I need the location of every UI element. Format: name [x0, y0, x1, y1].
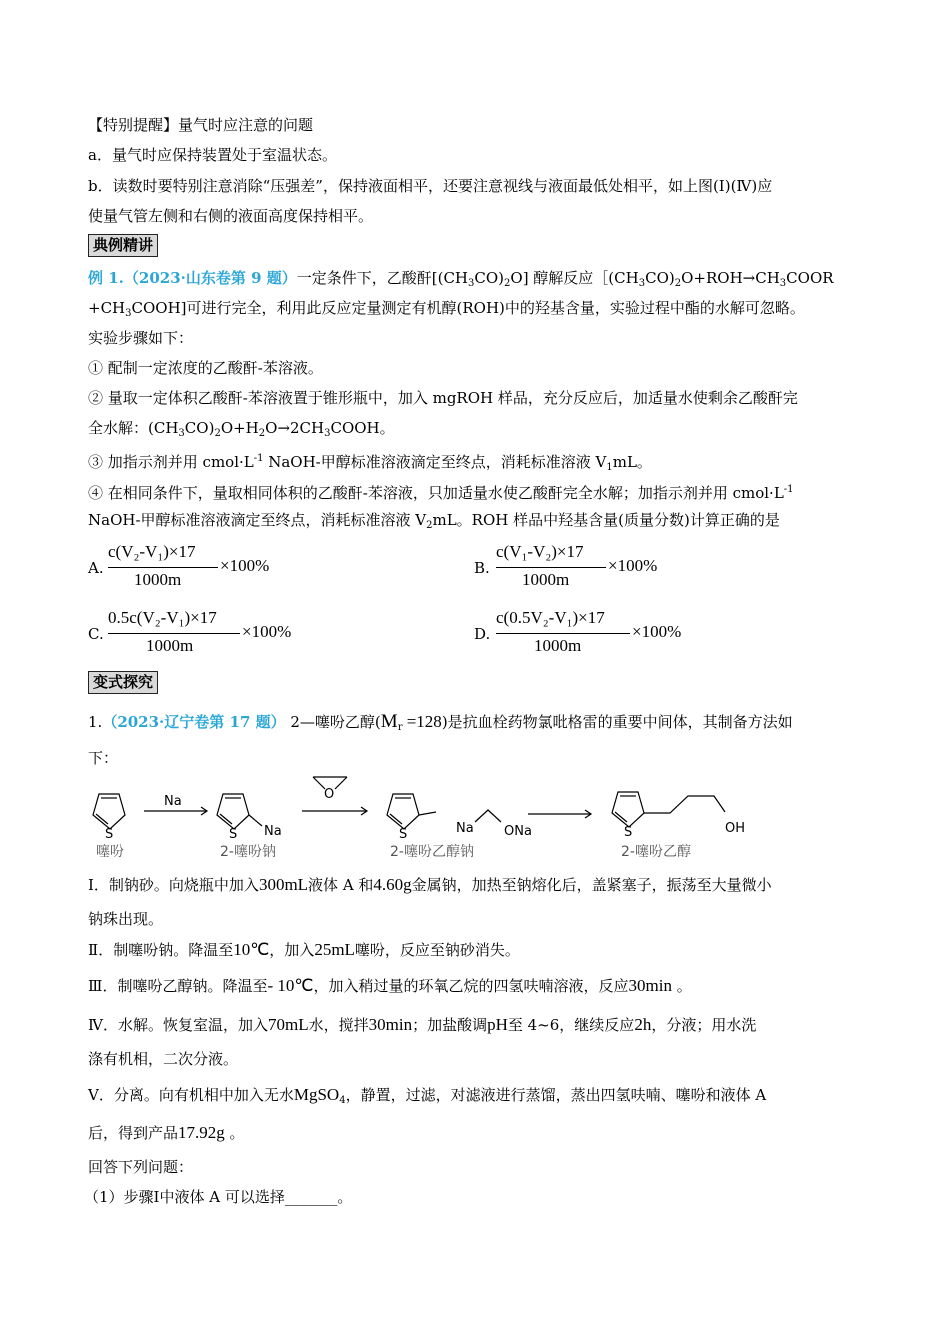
example-line2: $+CH_3COOH$]可进行完全，利用此反应定量测定有机醇(ROH)中的羟基含量，实验过程中酯的水解可忽略。: [88, 299, 805, 319]
na-label-1: Na: [264, 824, 282, 839]
tip-b-line2: 使量气管左侧和右侧的液面高度保持相平。: [88, 207, 374, 225]
s-atom-3: S: [399, 827, 408, 842]
s-atom-1: S: [105, 827, 114, 842]
reagent-na: Na: [164, 794, 182, 809]
question1-line2: 下：: [88, 749, 119, 767]
example-line1: 例 1.（2023·山东卷第 9 题）一定条件下，乙酸酐$[(CH_3CO)_2O]$ 醇解反应$[(CH_3CO)_2O+ROH\to CH_3COOR$: [88, 269, 834, 289]
procedure-step-3: Ⅲ．制噻吩乙醇钠。降温至- 10℃，加入稍过量的环氧乙烷的四氢呋喃溶液，反应30min 。: [88, 976, 692, 995]
example-label: 例 1.（2023·山东卷第 9 题）: [88, 269, 297, 287]
name-thiophene: 噻吩: [96, 844, 124, 860]
section-heading-variants: 变式探究: [88, 671, 158, 694]
ona-label: ONa: [504, 824, 532, 839]
procedure-step-1-line2: 钠珠出现。: [88, 910, 164, 928]
document-page: 【特别提醒】量气时应注意的问题 a．量气时应保持装置处于室温状态。 b．读数时要特别注意消除“压强差”，保持液面相平，还要注意视线与液面最低处相平，如上图(I)(Ⅳ)应 使量气管左侧和右侧的液面高度保持相平。 典例精讲 例 1.（2023·山东卷第 9 题）一定条件下，乙酸酐$[(CH_3CO)_2O]$ 醇解反应$[(CH_3CO)_2O+ROH\to CH_3COOR$ $+CH_3COOH$]可进行完全，利用此反应定量测定有机醇(ROH)中的羟基含量，实验过程中酯的水解可忽略。 实验步骤如下： ① 配制一定浓度的乙酸酐-苯溶液。 ② 量取一定体积乙酸酐-苯溶液置于锥形瓶中，加入 mgROH 样品，充分反应后，加适量水使剩余乙酸酐完 全水解：$(CH_3CO)_2O+H_2O\to 2CH_3COOH$。 ③ 加指示剂并用 $cmol\cdot L^{-1}$ NaOH-甲醇标准溶液滴定至终点，消耗标准溶液 $V_1mL$。 ④ 在相同条件下，量取相同体积的乙酸酐-苯溶液，只加适量水使乙酸酐完全水解；加指示剂并用 $cmol\cdot L^{-1}$ NaOH-甲醇标准溶液滴定至终点，消耗标准溶液 $V_2mL$。ROH 样品中羟基含量(质量分数)计算正确的是 A. c(V₂-V₁)×17 1000m ×100% B. c(V₁-V₂)×17 1000m ×100% C. 0.5c(V₂-V₁)×17 1000m ×100% D. c(0.5V₂-V₁)×17 1000m ×100% 变式探究 1.（2023·辽宁卷第 17 题） 2—噻吩乙醇$(M_r =128)$是抗血栓药物氯吡格雷的重要中间体，其制备方法如 下： S Na S Na O S Na ONa S OH 噻吩 2-噻吩钠 2-噻吩乙醇钠 2-噻吩乙醇 Ⅰ．制钠砂。向烧瓶中加入300mL液体 A 和4.60g金属钠，加热至钠熔化后，盖紧塞子，振荡至大量微小 钠珠出现。 Ⅱ．制噻吩钠。降温至10℃，加入25mL噻吩，反应至钠砂消失。 Ⅲ．制噻吩乙醇钠。降温至- 10℃，加入稍过量的环氧乙烷的四氢呋喃溶液，反应30min 。 Ⅳ．水解。恢复室温，加入70mL水，搅拌30min；加盐酸调pH至 4~6，继续反应2h，分液；用水洗 涤有机相，二次分液。 Ⅴ．分离。向有机相中加入无水MgSO$_4$，静置，过滤，对滤液进行蒸馏，蒸出四氢呋喃、噻吩和液体 A 后，得到产品17.92g 。 回答下列问题： （1）步骤Ⅰ中液体 A 可以选择_______。: [0, 0, 950, 1344]
option-a-label[interactable]: A.: [88, 559, 104, 577]
tip-a: a．量气时应保持装置处于室温状态。: [88, 146, 337, 164]
example-line3: 实验步骤如下：: [88, 329, 194, 347]
epoxide-o: O: [324, 787, 335, 802]
s-atom-4: S: [624, 825, 633, 840]
option-d-label[interactable]: D.: [474, 625, 491, 643]
procedure-step-5-line2: 后，得到产品17.92g 。: [88, 1123, 245, 1142]
procedure-step-4-line1: Ⅳ．水解。恢复室温，加入70mL水，搅拌30min；加盐酸调pH至 4~6，继续反应2h，分液；用水洗: [88, 1015, 757, 1034]
thiophene-ethanolate-structure: [387, 794, 501, 829]
thiophene-sodium-structure: [217, 794, 262, 829]
oh-label: OH: [725, 821, 746, 836]
reaction-scheme: [80, 772, 780, 864]
procedure-step-4-line2: 涤有机相，二次分液。: [88, 1050, 239, 1068]
tip-b-line1: b．读数时要特别注意消除“压强差”，保持液面相平，还要注意视线与液面最低处相平，如上图(I)(Ⅳ)应: [88, 177, 773, 195]
step-2-line2: 全水解：$(CH_3CO)_2O+H_2O\to 2CH_3COOH$。: [88, 419, 395, 439]
name-thiophene-ethanol: 2-噻吩乙醇: [621, 844, 691, 860]
thiophene-structure: [93, 794, 125, 829]
subquestion-1[interactable]: （1）步骤Ⅰ中液体 A 可以选择_______。: [84, 1188, 353, 1206]
procedure-step-2: Ⅱ．制噻吩钠。降温至10℃，加入25mL噻吩，反应至钠砂消失。: [88, 940, 520, 959]
step-1: ① 配制一定浓度的乙酸酐-苯溶液。: [88, 359, 323, 377]
question1-line1: 1.（2023·辽宁卷第 17 题） 2—噻吩乙醇$(M_r =128)$是抗血栓药物氯吡格雷的重要中间体，其制备方法如: [88, 711, 793, 733]
procedure-step-1-line1: Ⅰ．制钠砂。向烧瓶中加入300mL液体 A 和4.60g金属钠，加热至钠熔化后，盖紧塞子，振荡至大量微小: [88, 875, 772, 894]
step-2-line1: ② 量取一定体积乙酸酐-苯溶液置于锥形瓶中，加入 mgROH 样品，充分反应后，加适量水使剩余乙酸酐完: [88, 389, 798, 407]
question1-label: （2023·辽宁卷第 17 题）: [102, 713, 286, 731]
questions-intro: 回答下列问题：: [88, 1158, 194, 1176]
option-b-label[interactable]: B.: [474, 559, 490, 577]
procedure-step-5-line1: Ⅴ．分离。向有机相中加入无水MgSO$_4$，静置，过滤，对滤液进行蒸馏，蒸出四氢呋喃、噻吩和液体 A: [88, 1085, 767, 1106]
section-heading-examples: 典例精讲: [88, 234, 158, 257]
tip-title: 【特别提醒】量气时应注意的问题: [88, 116, 314, 134]
s-atom-2: S: [229, 827, 238, 842]
na-label-2: Na: [456, 821, 474, 836]
step-4-line2: NaOH-甲醇标准溶液滴定至终点，消耗标准溶液 $V_2mL$。ROH 样品中羟基含量(质量分数)计算正确的是: [88, 511, 780, 531]
name-thiophene-sodium: 2-噻吩钠: [220, 844, 276, 860]
step-4-line1: ④ 在相同条件下，量取相同体积的乙酸酐-苯溶液，只加适量水使乙酸酐完全水解；加指示剂并用 $cmol\cdot L^{-1}$: [88, 484, 794, 502]
name-thiophene-ethanolate: 2-噻吩乙醇钠: [390, 844, 474, 860]
option-c-label[interactable]: C.: [88, 625, 104, 643]
step-3: ③ 加指示剂并用 $cmol\cdot L^{-1}$ NaOH-甲醇标准溶液滴定至终点，消耗标准溶液 $V_1mL$。: [88, 453, 652, 473]
thiophene-ethanol-structure: [612, 792, 725, 827]
